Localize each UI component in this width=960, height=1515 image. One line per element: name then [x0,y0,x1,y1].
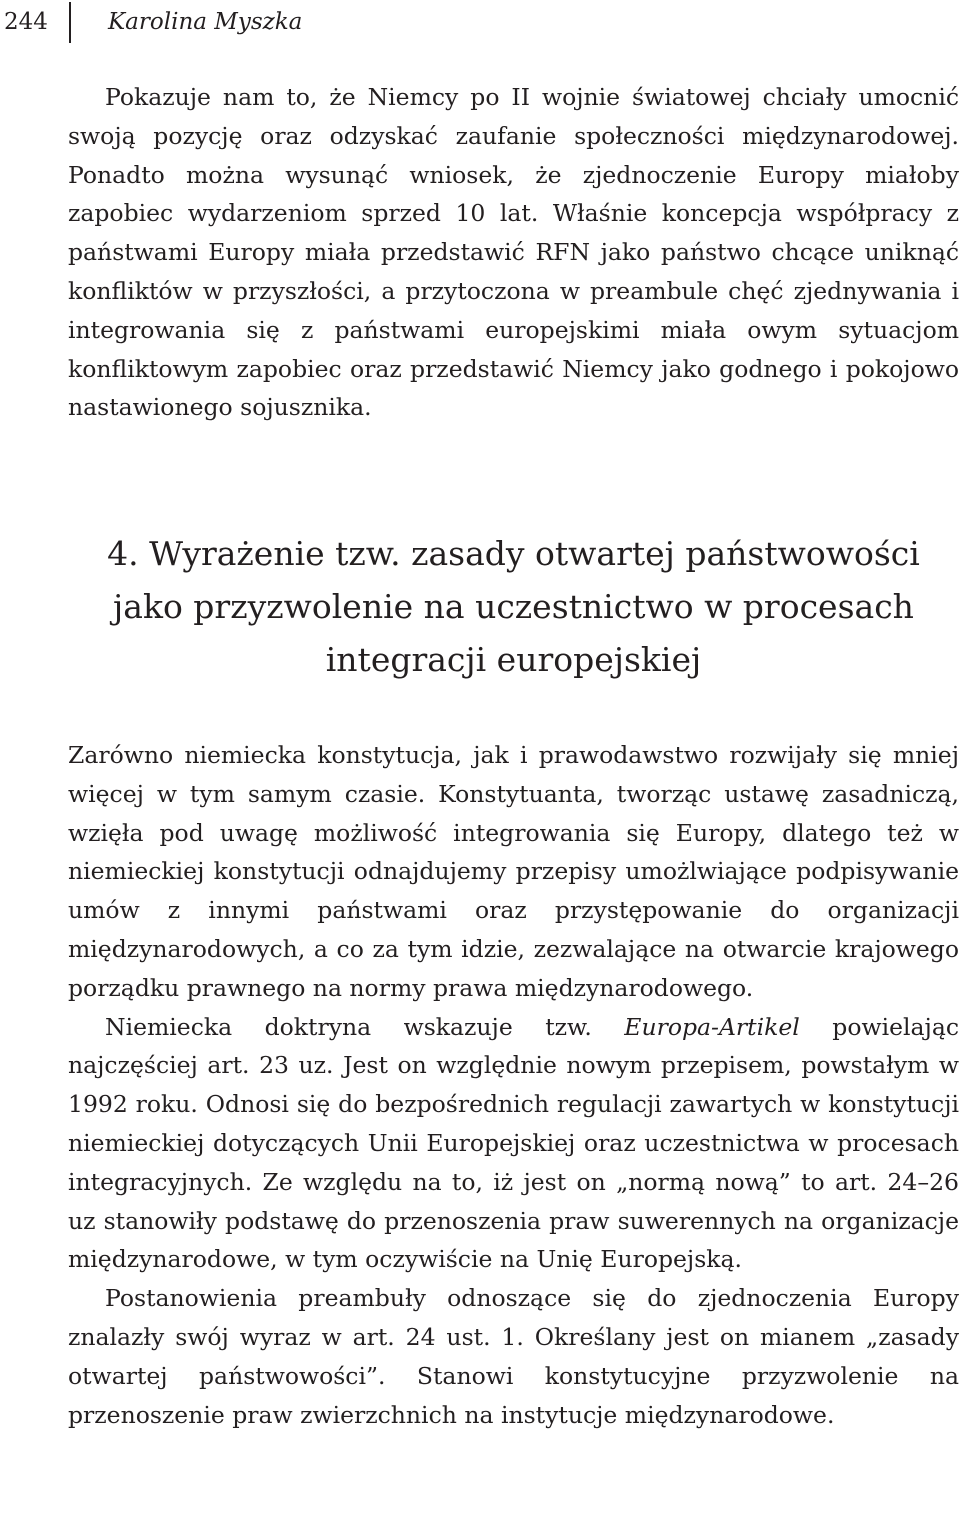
section-heading [68,527,959,686]
section-paragraph-1: Zarówno niemiecka konstytucja, jak i prawodawstwo rozwijały się mniej więcej w tym samym czasie. Konstytuanta, tworząc ustawę zasadniczą, wzięła pod uwagę możliwość integrowania się Europy, dlatego też w niemieckiej konstytucji odnajdujemy przepisy umożlwiające podpisywanie umów z innymi państwami oraz przystępowanie do organizacji międzynarodowych, a co za tym idzie, zezwalające na otwarcie krajowego porządku prawnego na normy prawa międzynarodowego. [68,741,959,1002]
section-paragraph-2 [68,1008,959,1280]
section-heading-line-1: 4. Wyrażenie tzw. zasady otwartej państwowości [107,534,920,573]
running-header [0,0,960,48]
section-heading-line-2: jako przyzwolenie na uczestnictwo w procesach [113,587,914,626]
section-paragraph-3: Postanowienia preambuły odnoszące się do zjednoczenia Europy znalazły swój wyraz w art. 24 ust. 1. Określany jest on mianem „zasady otwartej państwowości”. Stanowi konstytucyjne przyzwolenie na przenoszenie praw zwierzchnich na instytucje międzynarodowe. [68,1284,959,1429]
page-number: 244 [4,9,48,35]
section-heading-line-3: integracji europejskiej [325,640,702,679]
section-body [68,736,959,1434]
intro-text [68,78,959,427]
paragraph-2-text-end: powielając najczęściej art. 23 uz. Jest on względnie nowym przepisem, powstałym w 1992 roku. Odnosi się do bezpośrednich regulacji zawartych w konstytucji niemieckiej dotyczących Unii Europejskiej oraz uczestnictwa w procesach integracyjnych. Ze względu na to, iż jest on „normą nową” to art. 24–26 uz stanowiły podstawę do przenoszenia praw suwerennych na organizacje międzynarodowe, w tym oczywiście na Unię Europejską. [68,1012,959,1274]
europa-artikel-term: Europa-Artikel [624,1012,800,1041]
intro-paragraph: Pokazuje nam to, że Niemcy po II wojnie światowej chciały umocnić swoją pozycję oraz odzyskać zaufanie społeczności międzynarodowej. Ponadto można wysunąć wniosek, że zjednoczenie Europy miałoby zapobiec wydarzeniom sprzed 10 lat. Właśnie koncepcja współpracy z państwami Europy miała przedstawić RFN jako państwo chcące uniknąć konfliktów w przyszłości, a przytoczona w preambule chęć zjednywania i integrowania się z państwami europejskimi miała owym sytuacjom konfliktowym zapobiec oraz przedstawić Niemcy jako godnego i pokojowo nastawionego sojusznika. [68,83,959,422]
header-divider [69,2,71,43]
running-head-author: Karolina Myszka [108,9,303,35]
paragraph-2-text-start: Niemiecka doktryna wskazuje tzw. [105,1012,625,1041]
